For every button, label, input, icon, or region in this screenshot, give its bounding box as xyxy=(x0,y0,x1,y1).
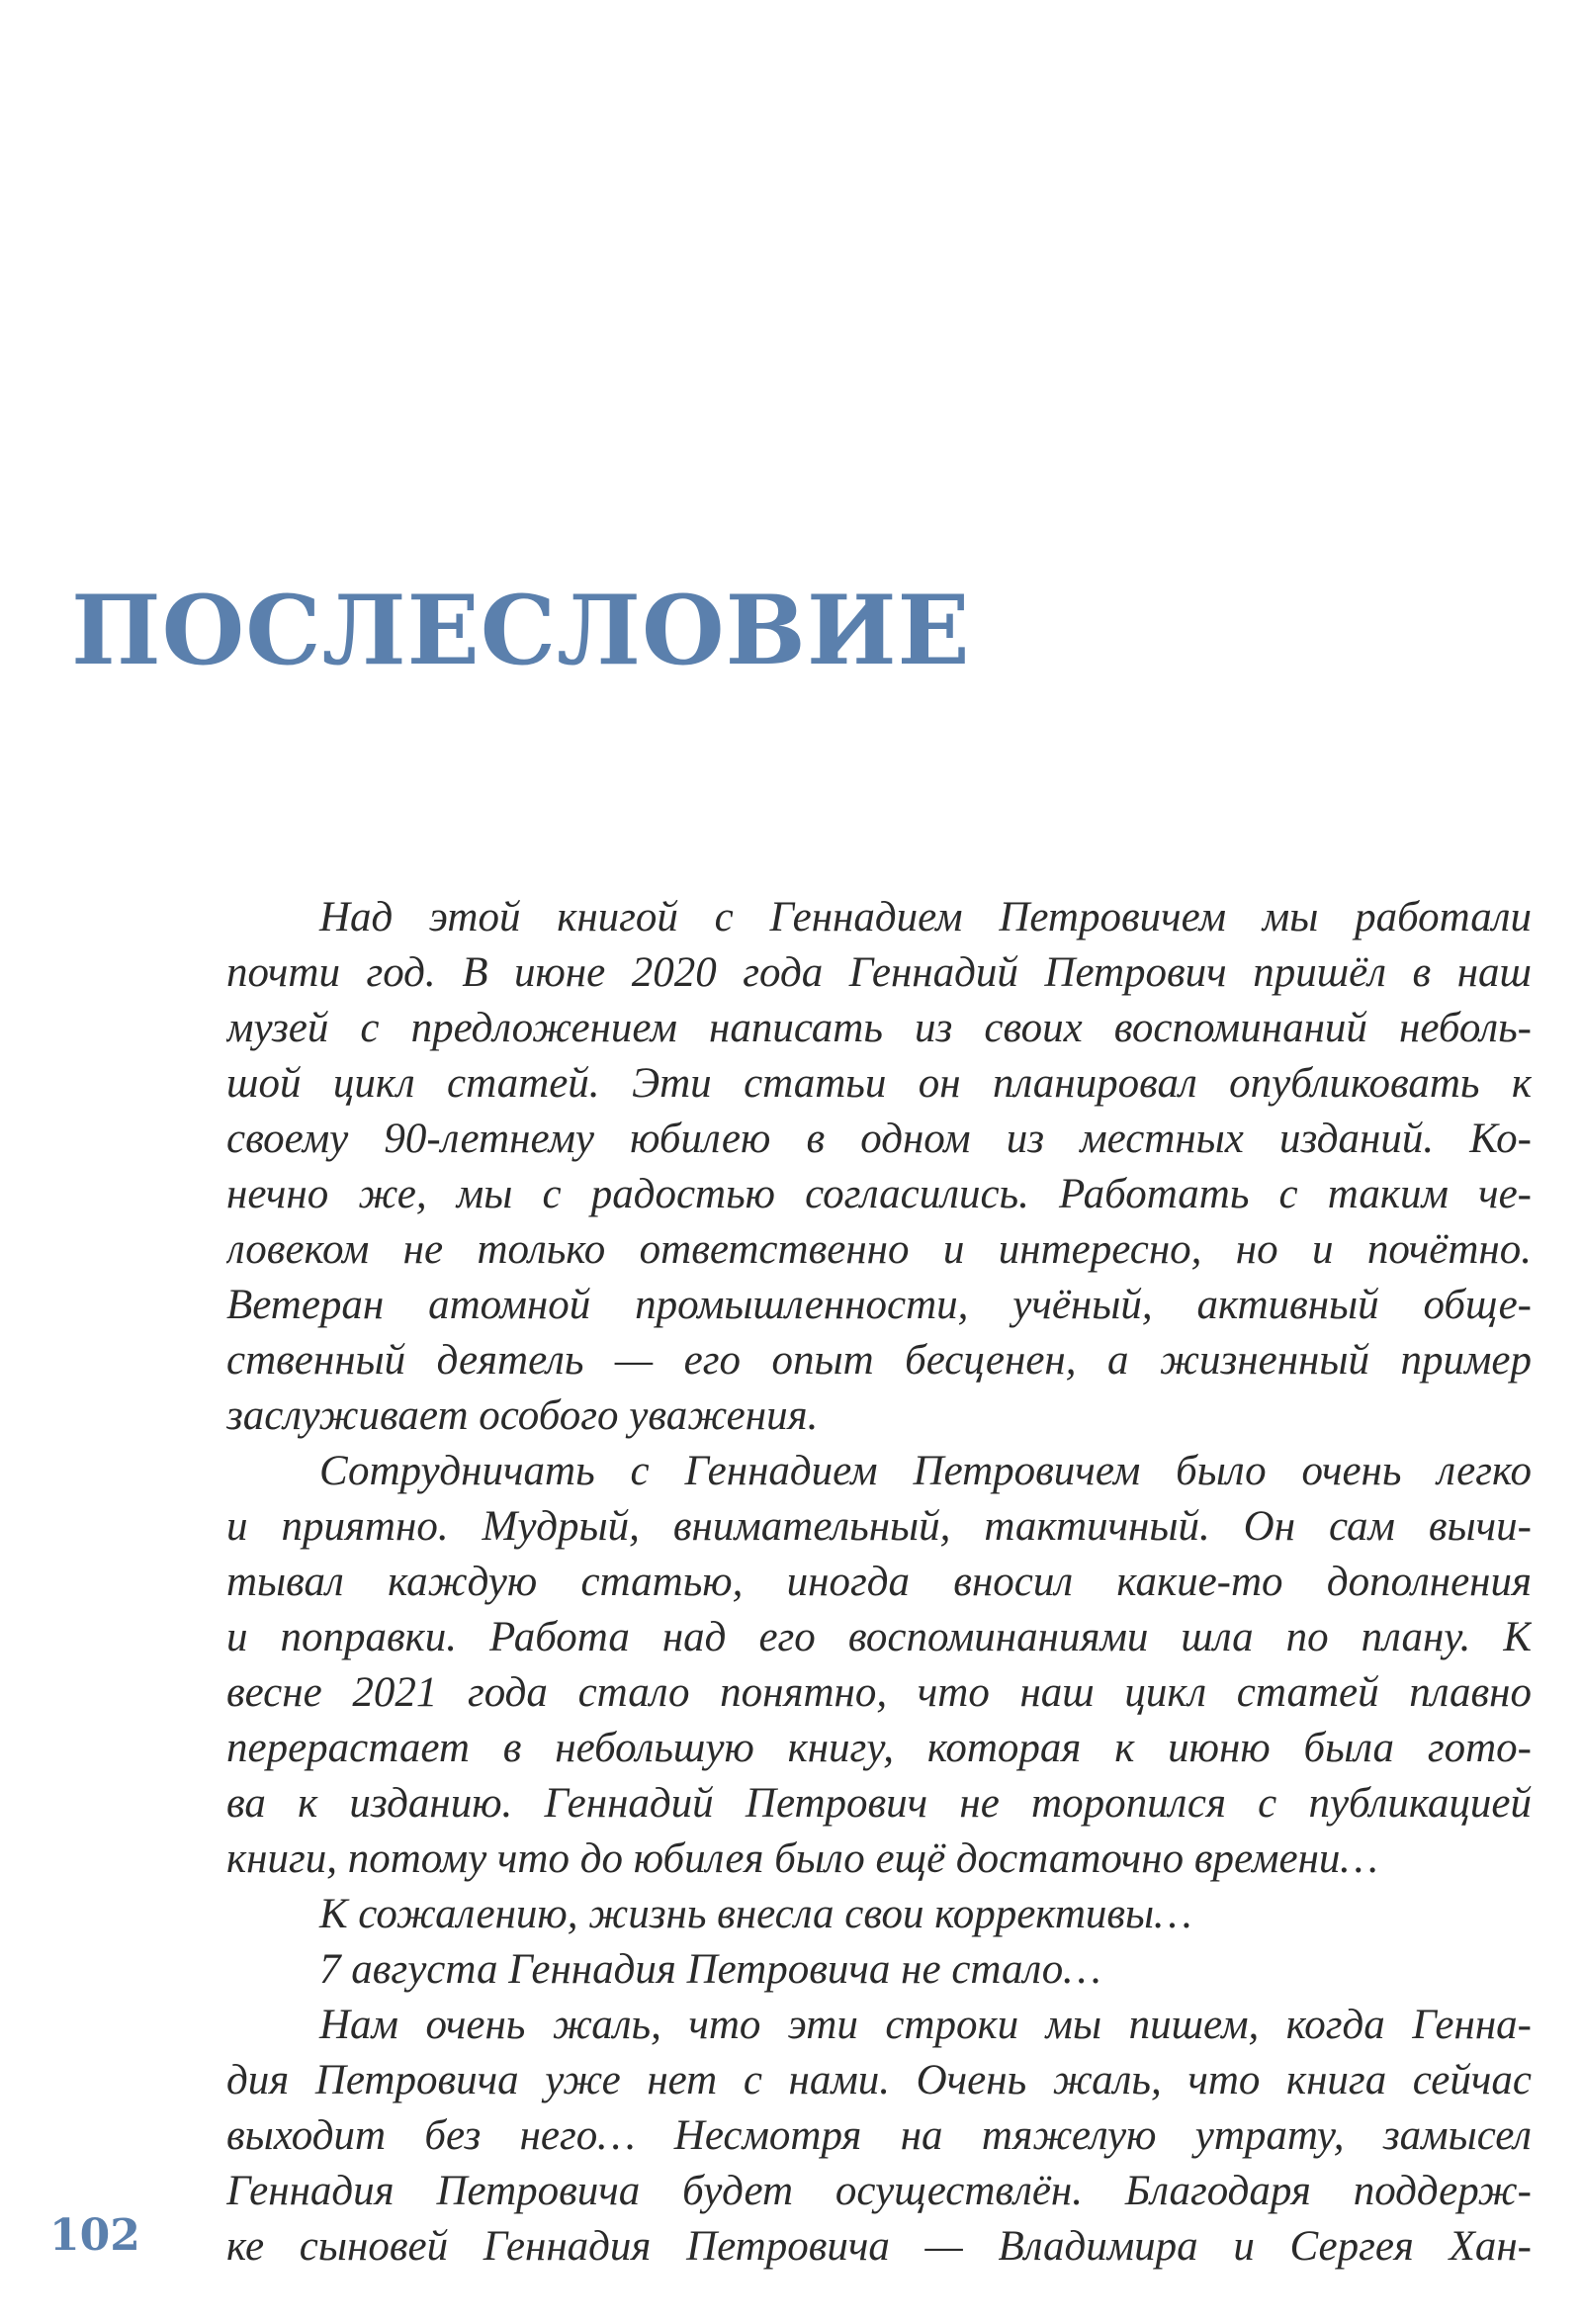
text-line: заслуживает особого уважения. xyxy=(226,1392,819,1439)
page-title: ПОСЛЕСЛОВИЕ xyxy=(71,575,971,686)
text-line: К сожалению, жизнь внесла свои коррективы… xyxy=(319,1891,1192,1937)
text-line: своему 90-летнему юбилею в одном из местных изданий. Ко- xyxy=(226,1116,1532,1162)
text-line: ственный деятель — его опыт бесценен, а жизненный пример xyxy=(226,1337,1532,1384)
text-line: весне 2021 года стало понятно, что наш цикл статей плавно xyxy=(226,1669,1532,1716)
text-line: перерастает в небольшую книгу, которая к июню была гото- xyxy=(226,1725,1532,1771)
text-line: дия Петровича уже нет с нами. Очень жаль, что книга сейчас xyxy=(226,2057,1532,2103)
page-number: 102 xyxy=(49,2210,140,2261)
text-line: выходит без него… Несмотря на тяжелую утрату, замысел xyxy=(226,2112,1532,2159)
body-text xyxy=(226,890,1532,2275)
text-line: тывал каждую статью, иногда вносил какие-то дополнения xyxy=(226,1559,1532,1605)
text-line: и приятно. Мудрый, внимательный, тактичный. Он сам вычи- xyxy=(226,1503,1532,1550)
text-line: Сотрудничать с Геннадием Петровичем было очень легко xyxy=(319,1448,1532,1494)
text-line: ловеком не только ответственно и интересно, но и почётно. xyxy=(226,1226,1532,1273)
text-line: музей с предложением написать из своих воспоминаний неболь- xyxy=(226,1005,1532,1051)
text-line: ке сыновей Геннадия Петровича — Владимира и Сергея Хан- xyxy=(226,2223,1532,2270)
text-line: 7 августа Геннадия Петровича не стало… xyxy=(319,1946,1101,1993)
text-line: ва к изданию. Геннадий Петрович не торопился с публикацией xyxy=(226,1780,1532,1827)
text-line: книги, потому что до юбилея было ещё достаточно времени… xyxy=(226,1835,1378,1882)
text-line: шой цикл статей. Эти статьи он планировал опубликовать к xyxy=(226,1060,1532,1107)
text-line: Ветеран атомной промышленности, учёный, активный обще- xyxy=(226,1282,1532,1328)
text-line: и поправки. Работа над его воспоминаниями шла по плану. К xyxy=(226,1614,1532,1660)
text-line: Нам очень жаль, что эти строки мы пишем, когда Генна- xyxy=(319,2002,1532,2048)
text-line: нечно же, мы с радостью согласились. Работать с таким че- xyxy=(226,1171,1532,1217)
text-line: Геннадия Петровича будет осуществлён. Благодаря поддерж- xyxy=(226,2168,1532,2214)
text-line: Над этой книгой с Геннадием Петровичем мы работали xyxy=(319,894,1532,940)
text-line: почти год. В июне 2020 года Геннадий Петрович пришёл в наш xyxy=(226,949,1532,996)
